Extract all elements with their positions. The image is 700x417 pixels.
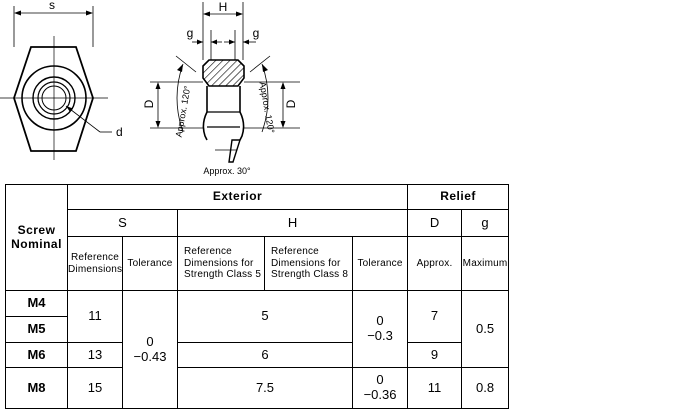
g-maximum-header: Maximum [462, 237, 509, 291]
d-approx-header: Approx. [408, 237, 462, 291]
s-value-cell: 15 [68, 368, 123, 409]
angle-right-label: Approx. 120° [257, 80, 277, 135]
g-right-label: g [252, 26, 260, 40]
d-value-cell: 11 [408, 368, 462, 409]
h-tolerance-cell: 0 −0.3 [353, 291, 408, 368]
dimension-table [5, 184, 693, 409]
g-value-cell: 0.8 [462, 368, 509, 409]
relief-header: Relief [408, 185, 509, 210]
s-reference-dimensions-header: Reference Dimensions [68, 237, 123, 291]
nominal-cell: M4 [6, 291, 68, 317]
h-value-cell: 6 [178, 343, 353, 368]
D-left-label: D [142, 99, 156, 109]
d-dimension-label: d [116, 125, 123, 139]
weld-nut-drawing [0, 0, 700, 180]
h-tolerance-cell: 0 −0.36 [353, 368, 408, 409]
d-column-header: D [408, 210, 462, 237]
exterior-header: Exterior [68, 185, 408, 210]
s-tolerance-cell: 0 −0.43 [123, 291, 178, 409]
s-value-cell: 11 [68, 291, 123, 343]
d-value-cell: 9 [408, 343, 462, 368]
angle-bottom-label: Approx. 30° [203, 166, 251, 176]
s-value-cell: 13 [68, 343, 123, 368]
g-value-cell: 0.5 [462, 291, 509, 368]
table-row [6, 343, 693, 368]
h-value-cell: 7.5 [178, 368, 353, 409]
H-dimension-label: H [218, 0, 228, 14]
table-row [6, 291, 693, 317]
angle-left-label: Approx. 120° [173, 84, 193, 139]
s-column-header: S [68, 210, 178, 237]
hex-nut-front-view [0, 6, 112, 160]
h-class8-header: Reference Dimensions for Strength Class 8 [265, 237, 353, 291]
nominal-cell: M5 [6, 317, 68, 343]
d-value-cell: 7 [408, 291, 462, 343]
h-tolerance-header: Tolerance [353, 237, 408, 291]
s-dimension-label: s [49, 0, 55, 12]
s-tolerance-header: Tolerance [123, 237, 178, 291]
h-column-header: H [178, 210, 408, 237]
screw-nominal-header: Screw Nominal [6, 185, 68, 291]
h-class5-header: Reference Dimensions for Strength Class 5 [178, 237, 265, 291]
h-value-cell: 5 [178, 291, 353, 343]
g-column-header: g [462, 210, 509, 237]
nominal-cell: M8 [6, 368, 68, 409]
D-right-label: D [284, 99, 298, 109]
nominal-cell: M6 [6, 343, 68, 368]
g-left-label: g [186, 26, 194, 40]
section-view [150, 2, 300, 162]
table-row [6, 368, 693, 409]
